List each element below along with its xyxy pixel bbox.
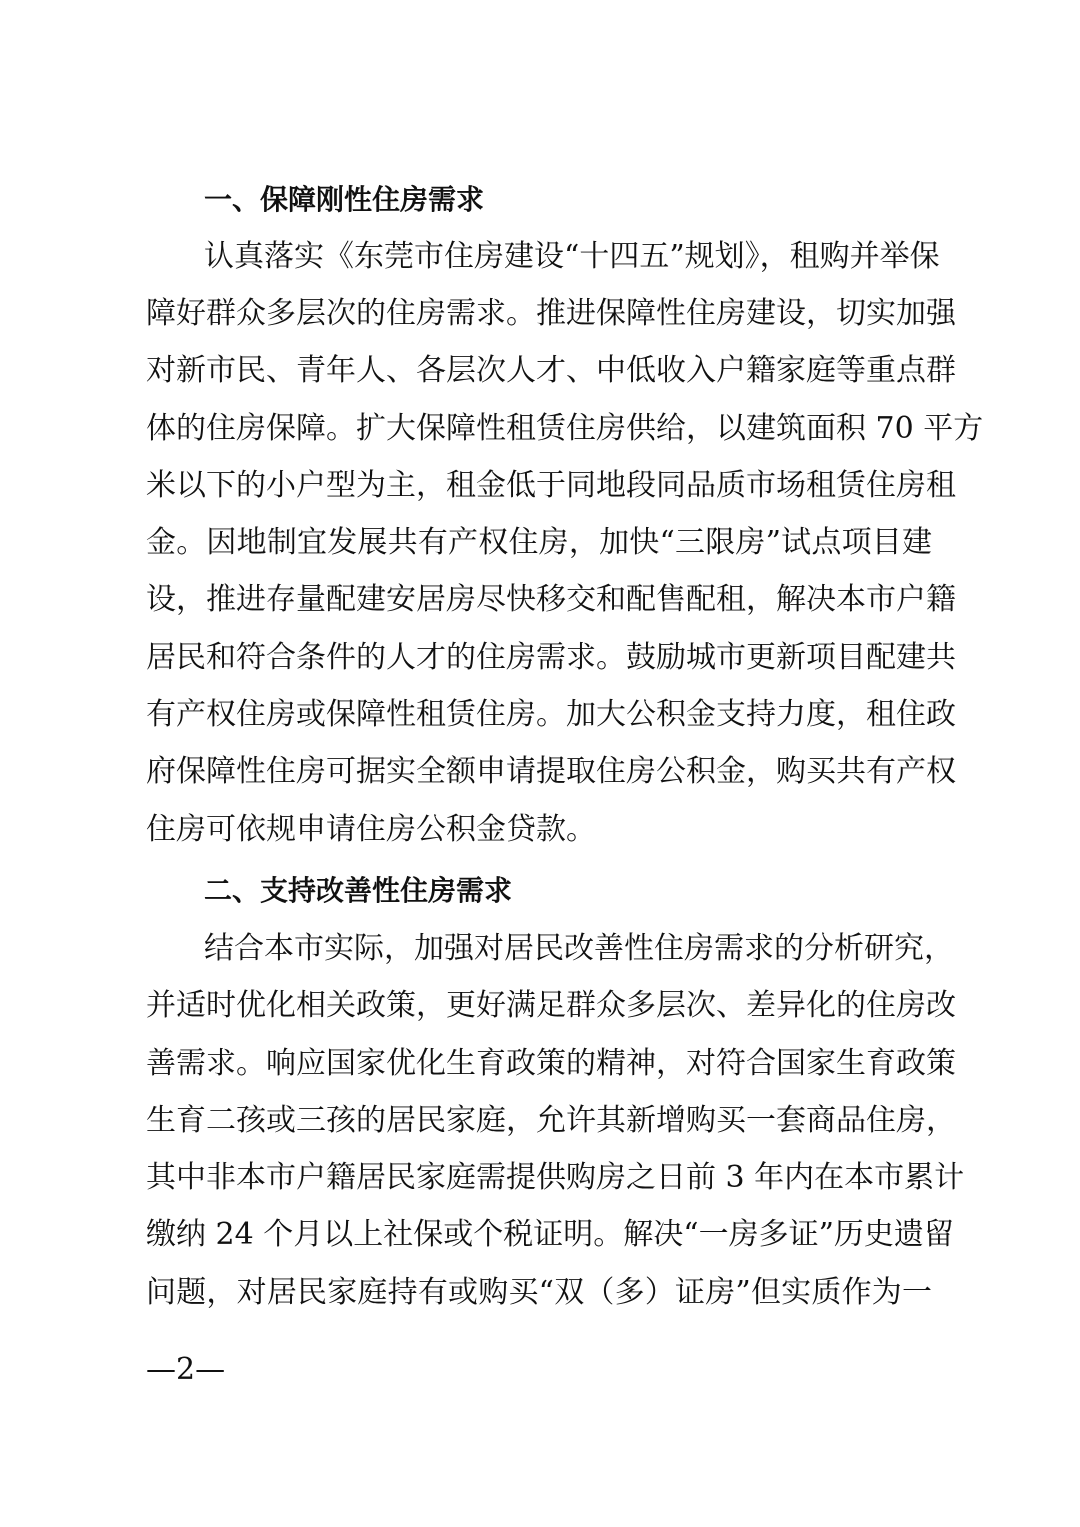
page-number: —2— bbox=[146, 1352, 226, 1387]
section-heading-2: 二、支持改善性住房需求 bbox=[204, 874, 513, 907]
paragraph-line: 米以下的小户型为主，租金低于同地段同品质市场租赁住房租 bbox=[146, 468, 956, 503]
paragraph-line: 有产权住房或保障性租赁住房。加大公积金支持力度，租住政 bbox=[146, 697, 956, 732]
paragraph-line: 问题，对居民家庭持有或购买“双（多）证房”但实质作为一 bbox=[146, 1275, 932, 1310]
paragraph-line: 体的住房保障。扩大保障性租赁住房供给，以建筑面积 70 平方 bbox=[146, 411, 984, 446]
paragraph-line: 缴纳 24 个月以上社保或个税证明。解决“一房多证”历史遗留 bbox=[146, 1217, 954, 1252]
paragraph-line: 其中非本市户籍居民家庭需提供购房之日前 3 年内在本市累计 bbox=[146, 1160, 965, 1195]
paragraph-line: 生育二孩或三孩的居民家庭，允许其新增购买一套商品住房， bbox=[146, 1103, 956, 1138]
paragraph-line: 设，推进存量配建安居房尽快移交和配售配租，解决本市户籍 bbox=[146, 582, 956, 617]
paragraph-line: 住房可依规申请住房公积金贷款。 bbox=[146, 812, 596, 847]
paragraph-line: 认真落实《东莞市住房建设“十四五”规划》，租购并举保 bbox=[204, 239, 940, 274]
section-heading-1: 一、保障刚性住房需求 bbox=[204, 183, 485, 216]
paragraph-line: 金。因地制宜发展共有产权住房，加快“三限房”试点项目建 bbox=[146, 525, 932, 560]
paragraph-line: 居民和符合条件的人才的住房需求。鼓励城市更新项目配建共 bbox=[146, 640, 956, 675]
paragraph-line: 对新市民、青年人、各层次人才、中低收入户籍家庭等重点群 bbox=[146, 353, 956, 388]
paragraph-line: 并适时优化相关政策，更好满足群众多层次、差异化的住房改 bbox=[146, 988, 956, 1023]
paragraph-line: 障好群众多层次的住房需求。推进保障性住房建设，切实加强 bbox=[146, 296, 956, 331]
paragraph-line: 结合本市实际，加强对居民改善性住房需求的分析研究， bbox=[204, 931, 954, 966]
paragraph-line: 府保障性住房可据实全额申请提取住房公积金，购买共有产权 bbox=[146, 754, 956, 789]
paragraph-line: 善需求。响应国家优化生育政策的精神，对符合国家生育政策 bbox=[146, 1046, 956, 1081]
